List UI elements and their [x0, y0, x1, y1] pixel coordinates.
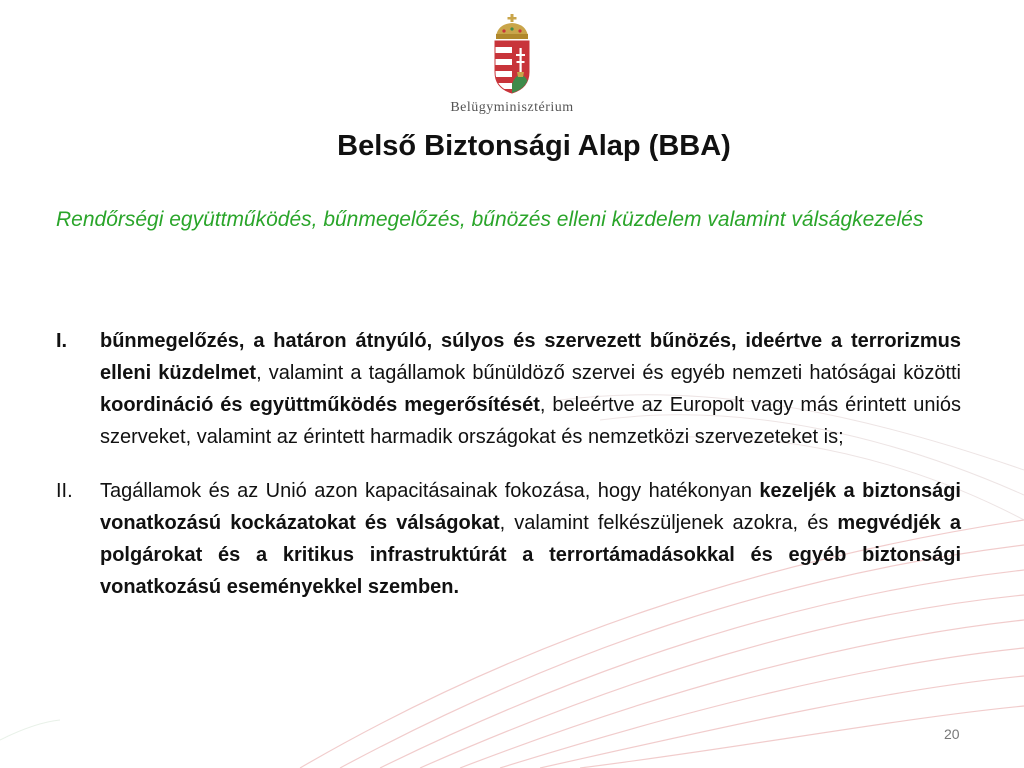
ministry-logo [430, 14, 594, 120]
list-item [56, 325, 961, 453]
hungarian-coat-of-arms-icon [492, 14, 532, 94]
page-number: 20 [944, 726, 960, 742]
item-text-bold: megvédjék a polgárokat és a kritikus infrastruktúrát a terrortámadásokkal és egyéb biztonsági vonatkozású eseményekkel szemben. [100, 512, 961, 598]
item-text-regular: , beleértve az Europolt vagy más érintett uniós szerveket, valamint az érintett harmadik országokat és nemzetközi szervezeteket is; [100, 394, 962, 448]
list-marker: I. [56, 330, 68, 352]
item-text-bold: bűnmegelőzés, a határon átnyúló, súlyos és szervezett bűnözés, ideértve a terrorizmus elleni küzdelmet [100, 330, 961, 384]
slide-subtitle: Rendőrségi együttműködés, bűnmegelőzés, bűnözés elleni küzdelem valamint válságkezelés [56, 208, 924, 231]
item-text-regular: , valamint a tagállamok bűnüldöző szervei és egyéb nemzeti hatóságai közötti [256, 362, 961, 384]
item-list [56, 325, 961, 603]
ministry-name: Belügyminisztérium [450, 100, 574, 115]
list-item [56, 475, 961, 603]
list-marker: II. [56, 480, 73, 502]
item-text-bold: kezeljék a biztonsági vonatkozású kockázatokat és válságokat [100, 480, 961, 534]
slide-title: Belső Biztonsági Alap (BBA) [337, 130, 731, 162]
item-text-regular: , valamint felkészüljenek azokra, és [499, 512, 838, 534]
item-text [100, 330, 961, 448]
item-text-bold: koordináció és együttműködés megerősítését [100, 394, 540, 416]
item-text-regular: Tagállamok és az Unió azon kapacitásainak fokozása, hogy hatékonyan [100, 480, 760, 502]
item-text [100, 480, 961, 598]
